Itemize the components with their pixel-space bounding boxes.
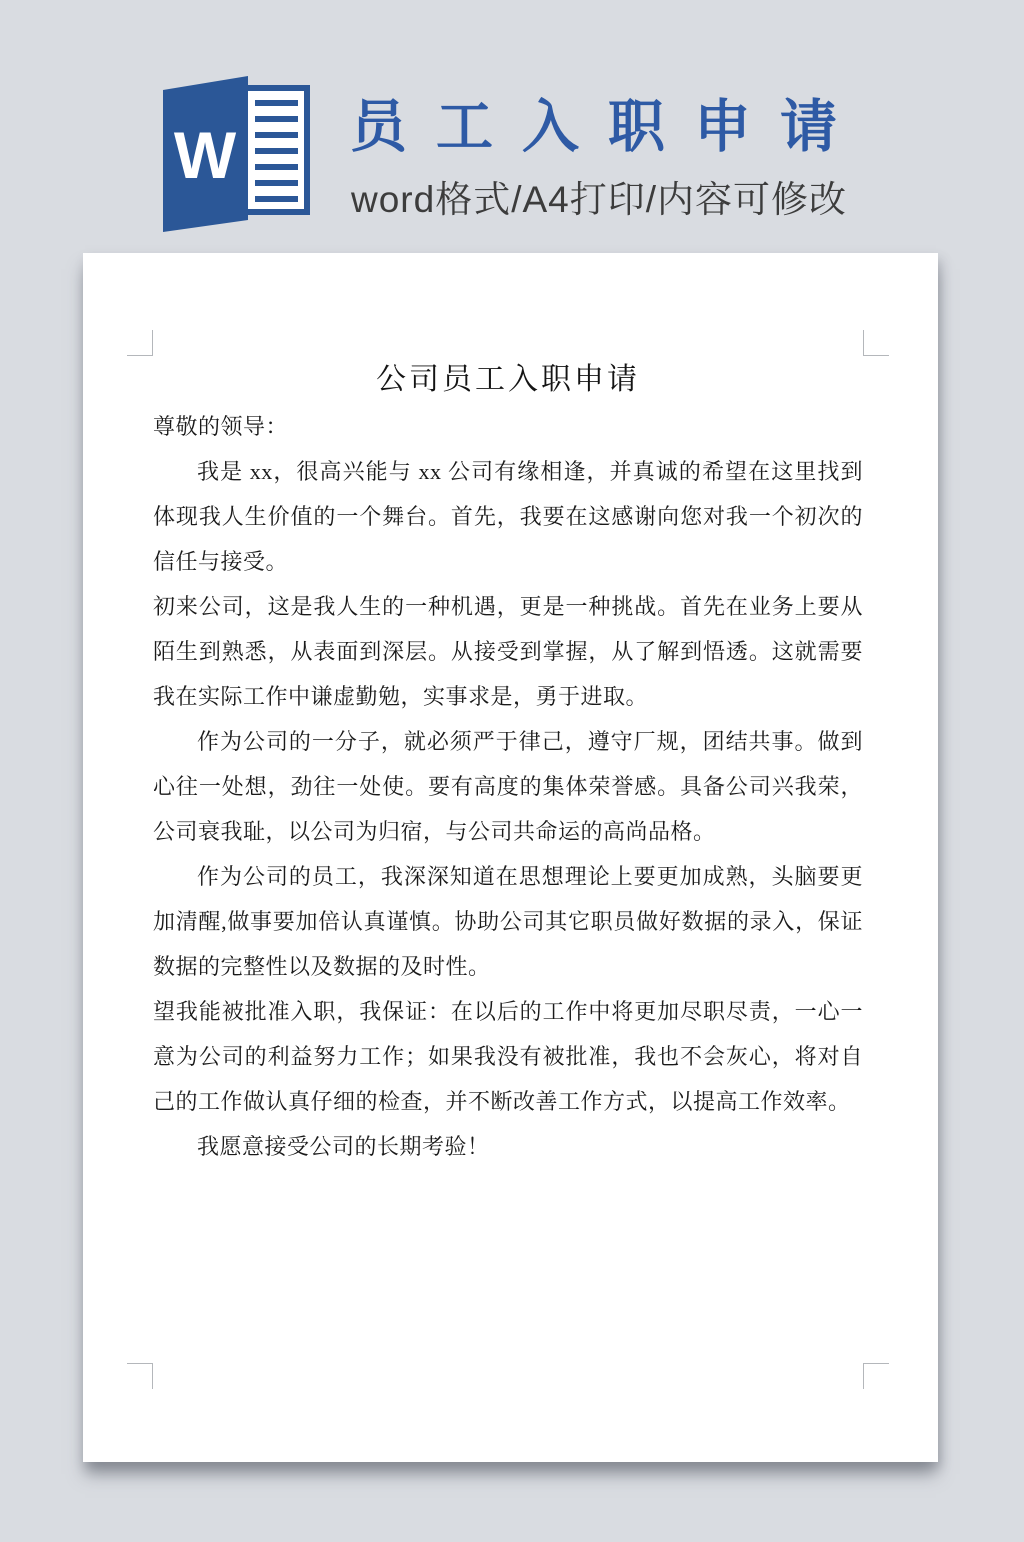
paragraph: 作为公司的一分子，就必须严于律己，遵守厂规，团结共事。做到心往一处想，劲往一处使。要有高度的集体荣誉感。具备公司兴我荣，公司衰我耻，以公司为归宿，与公司共命运的高尚品格。 (153, 729, 863, 844)
crop-mark-top-left (127, 330, 153, 356)
word-logo-svg (163, 76, 313, 234)
logo-letter: W (173, 118, 237, 192)
header-subtitle: word格式/A4打印/内容可修改 (351, 179, 848, 220)
crop-mark-top-right (863, 330, 889, 356)
crop-mark-bottom-left (127, 1363, 153, 1389)
paragraph: 我是 xx，很高兴能与 xx 公司有缘相逢，并真诚的希望在这里找到体现我人生价值的一个舞台。首先，我要在这感谢向您对我一个初次的信任与接受。 (153, 459, 863, 574)
word-logo-icon (163, 76, 313, 234)
paragraph: 我愿意接受公司的长期考验！ (197, 1134, 490, 1159)
document-content (153, 356, 863, 1169)
header-title: 员工入职申请 (350, 95, 866, 159)
crop-mark-bottom-right (863, 1363, 889, 1389)
paragraph: 作为公司的员工，我深深知道在思想理论上要更加成熟，头脑要更加清醒,做事要加倍认真谨慎。协助公司其它职员做好数据的录入，保证数据的完整性以及数据的及时性。 (153, 864, 863, 979)
document-title: 公司员工入职申请 (376, 363, 640, 396)
document-page (83, 253, 938, 1462)
paragraph: 初来公司，这是我人生的一种机遇，更是一种挑战。首先在业务上要从陌生到熟悉，从表面到深层。从接受到掌握，从了解到悟透。这就需要我在实际工作中谦虚勤勉，实事求是，勇于进取。 (153, 594, 863, 709)
paragraph: 望我能被批准入职，我保证：在以后的工作中将更加尽职尽责，一心一意为公司的利益努力工作；如果我没有被批准，我也不会灰心，将对自己的工作做认真仔细的检查，并不断改善工作方式，以提高工作效率。 (153, 999, 863, 1114)
document-body (153, 404, 863, 1169)
paragraph: 尊敬的领导： (153, 414, 289, 439)
